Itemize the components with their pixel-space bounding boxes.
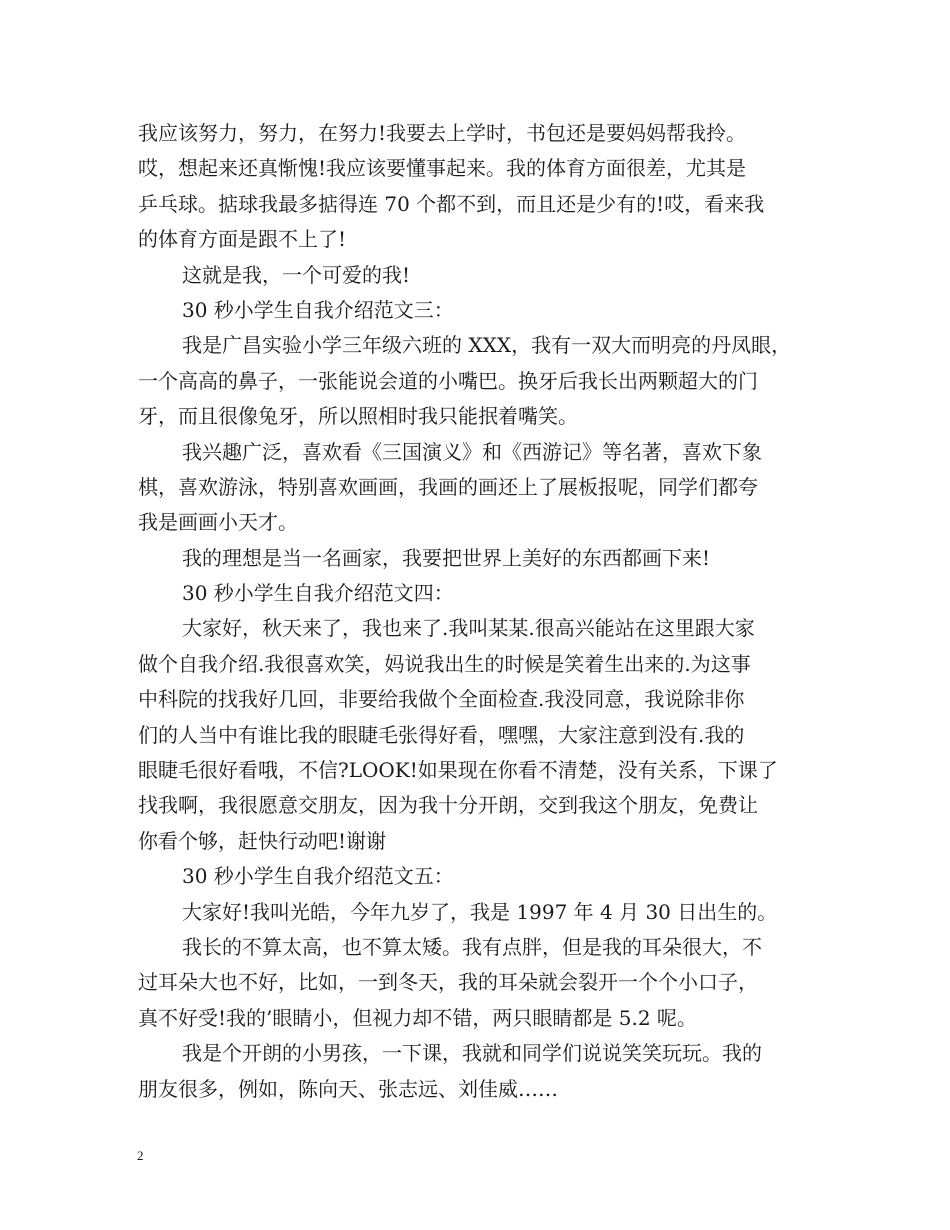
page-number: 2 <box>137 1148 144 1163</box>
text-line: 一个高高的鼻子，一张能说会道的小嘴巴。换牙后我长出两颗超大的门 <box>138 368 758 393</box>
text-line: 这就是我，一个可爱的我! <box>182 262 411 287</box>
text-line: 我是广昌实验小学三年级六班的 XXX，我有一双大而明亮的丹凤眼， <box>182 333 792 358</box>
text-line: 30 秒小学生自我介绍范文五： <box>182 864 454 889</box>
text-line: 真不好受!我的’眼睛小，但视力却不错，两只眼睛都是 5.2 呢。 <box>138 1005 697 1030</box>
text-line: 我是画画小天才。 <box>138 510 298 535</box>
text-line: 们的人当中有谁比我的眼睫毛张得好看，嘿嘿，大家注意到没有.我的 <box>138 722 745 747</box>
text-line: 做个自我介绍.我很喜欢笑，妈说我出生的时候是笑着生出来的.为这事 <box>138 651 751 676</box>
text-line: 过耳朵大也不好，比如，一到冬天，我的耳朵就会裂开一个个小口子， <box>138 970 758 995</box>
text-line: 30 秒小学生自我介绍范文三： <box>182 297 454 322</box>
text-line: 大家好!我叫光皓，今年九岁了，我是 1997 年 4 月 30 日出生的。 <box>182 899 778 924</box>
text-line: 30 秒小学生自我介绍范文四： <box>182 581 454 606</box>
text-line: 哎，想起来还真惭愧!我应该要懂事起来。我的体育方面很差，尤其是 <box>138 156 747 181</box>
text-line: 我是个开朗的小男孩，一下课，我就和同学们说说笑笑玩玩。我的 <box>182 1041 762 1066</box>
text-line: 的体育方面是跟不上了! <box>138 227 347 252</box>
text-line: 朋友很多，例如，陈向天、张志远、刘佳威…… <box>138 1076 558 1101</box>
text-line: 你看个够，赶快行动吧!谢谢 <box>138 828 387 853</box>
text-line: 我长的不算太高，也不算太矮。我有点胖，但是我的耳朵很大，不 <box>182 934 762 959</box>
text-line: 大家好，秋天来了，我也来了.我叫某某.很高兴能站在这里跟大家 <box>182 616 755 641</box>
text-line: 牙，而且很像兔牙，所以照相时我只能抿着嘴笑。 <box>138 404 578 429</box>
text-line: 找我啊，我很愿意交朋友，因为我十分开朗，交到我这个朋友，免费让 <box>138 793 758 818</box>
text-line: 乒乓球。掂球我最多掂得连 70 个都不到，而且还是少有的!哎，看来我 <box>138 191 765 216</box>
text-line: 棋，喜欢游泳，特别喜欢画画，我画的画还上了展板报呢，同学们都夸 <box>138 474 758 499</box>
text-line: 我兴趣广泛，喜欢看《三国演义》和《西游记》等名著，喜欢下象 <box>182 439 762 464</box>
text-line: 我应该努力，努力，在努力!我要去上学时，书包还是要妈妈帮我拎。 <box>138 121 747 145</box>
text-line: 我的理想是当一名画家，我要把世界上美好的东西都画下来! <box>182 545 711 570</box>
document-body <box>138 116 828 1107</box>
text-line: 中科院的找我好几回，非要给我做个全面检查.我没同意，我说除非你 <box>138 687 745 712</box>
text-line: 眼睫毛很好看哦，不信?LOOK!如果现在你看不清楚，没有关系，下课了 <box>138 758 778 783</box>
